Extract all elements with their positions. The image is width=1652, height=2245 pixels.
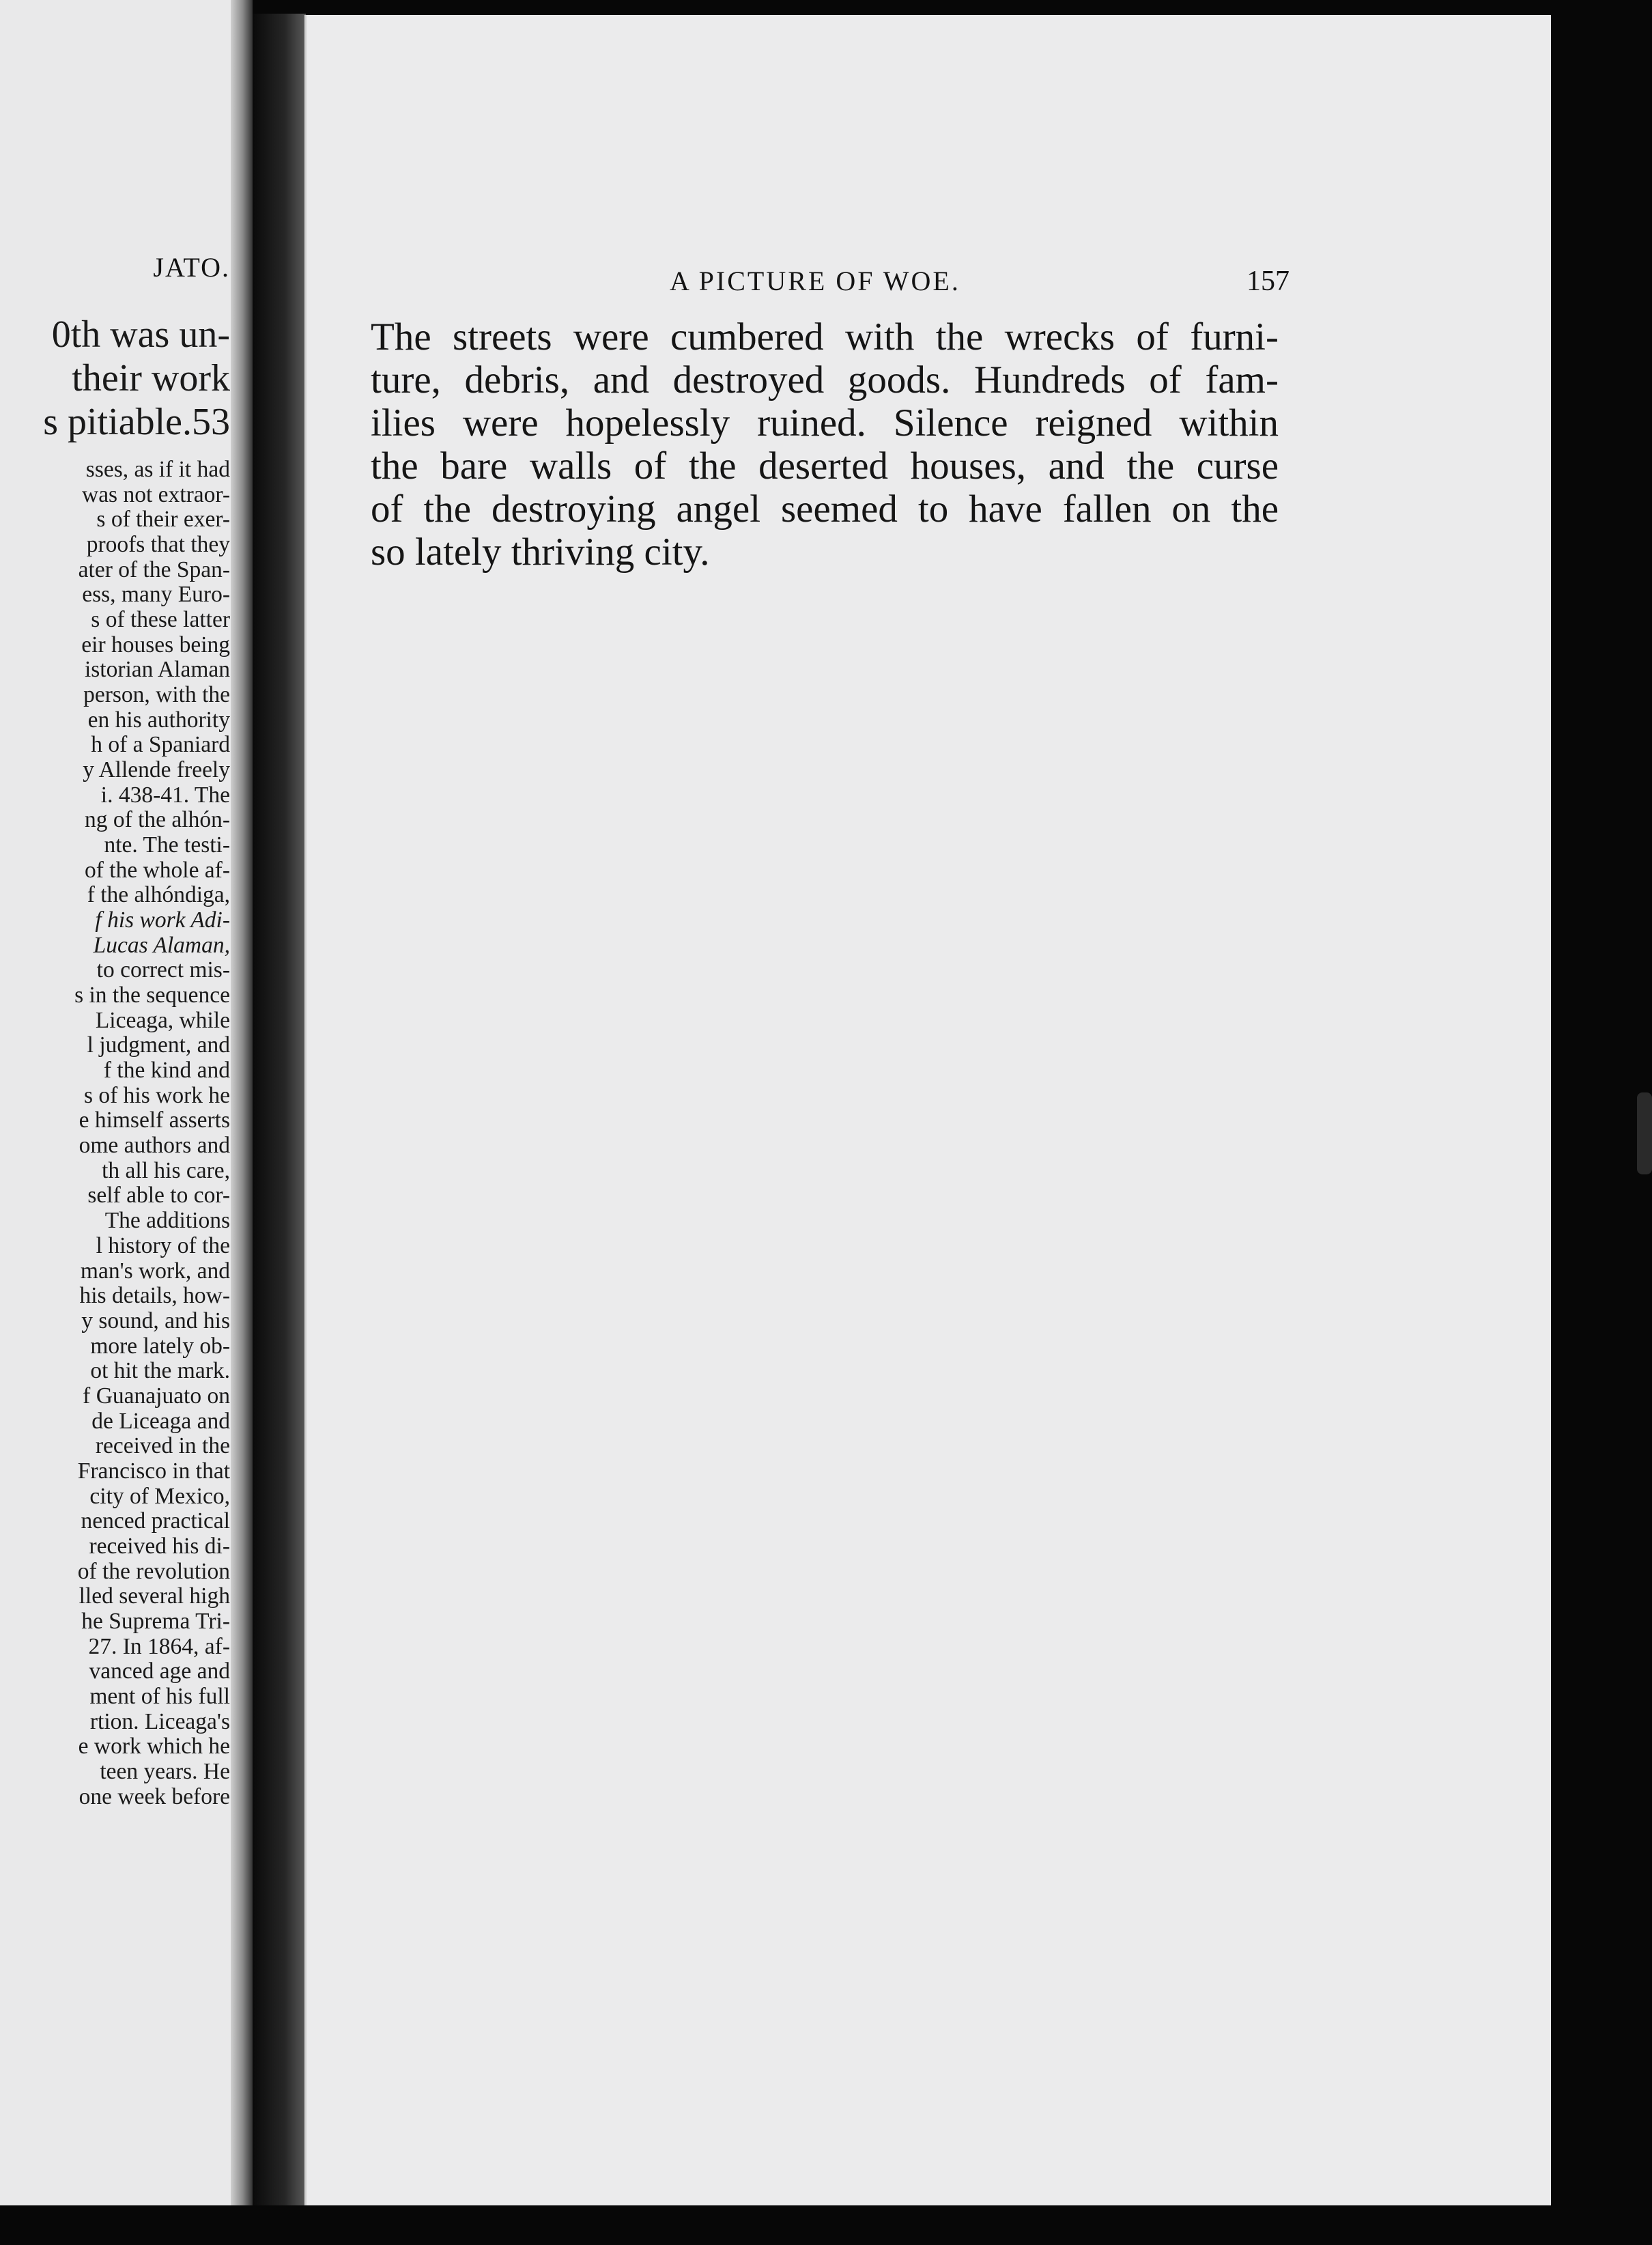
footnote-line: of the revolution <box>77 1558 230 1584</box>
left-page-header: JATO. <box>153 252 230 283</box>
footnote-line: ng of the alhón- <box>84 807 230 833</box>
footnote-line: more lately ob- <box>90 1333 230 1359</box>
footnote-line: eir houses being <box>81 632 230 658</box>
footnote-line: one week before <box>79 1783 230 1809</box>
footnote-line: e work which he <box>78 1734 230 1760</box>
body-paragraph <box>371 315 1279 574</box>
footnote-line: y Allende freely <box>83 757 230 783</box>
footnote-line: Liceaga, while <box>95 1007 230 1033</box>
footnote-line: received his di- <box>89 1533 230 1559</box>
text-line: their work <box>72 357 230 399</box>
footnote-line: of the whole af- <box>84 857 230 883</box>
footnote-line: lled several high <box>79 1583 230 1609</box>
left-page-body <box>43 313 230 444</box>
text-line: 0th was un- <box>51 313 230 356</box>
footnote-line: 27. In 1864, af- <box>88 1633 230 1659</box>
text-line: of the destroying angel seemed to have fallen on the <box>371 488 1279 531</box>
footnote-line: he Suprema Tri- <box>81 1608 230 1634</box>
footnote-line: ot hit the mark. <box>90 1358 230 1384</box>
footnote-line: istorian Alaman <box>84 657 230 683</box>
footnote-line: e himself asserts <box>79 1107 230 1133</box>
footnote-line: self able to cor- <box>87 1183 230 1209</box>
footnote-line: ment of his full <box>89 1683 230 1709</box>
text-line: The streets were cumbered with the wrecks of furni- <box>371 315 1279 358</box>
footnote-line: ess, many Euro- <box>82 582 230 608</box>
footnote-line: teen years. He <box>100 1758 230 1784</box>
footnote-line: l judgment, and <box>87 1032 230 1058</box>
footnote-line: person, with the <box>83 682 230 708</box>
footnote-line: f his work Adi- <box>95 907 230 933</box>
text-line: so lately thriving city. <box>371 531 710 574</box>
text-line: ilies were hopelessly ruined. Silence reigned within <box>371 401 1279 444</box>
footnote-line: f the alhóndiga, <box>87 882 230 908</box>
footnote-line: nte. The testi- <box>104 832 230 858</box>
footnote-line: rtion. Liceaga's <box>89 1708 230 1734</box>
footnote-line: his details, how- <box>79 1283 230 1309</box>
footnote-line: ater of the Span- <box>78 556 230 582</box>
footnote-line: received in the <box>95 1433 230 1459</box>
footnote-line: s of his work he <box>83 1082 230 1108</box>
text-line: s pitiable.53 <box>43 401 230 443</box>
footnote-line: Lucas Alaman, <box>93 932 230 958</box>
text-line: the bare walls of the deserted houses, and the curse <box>371 444 1279 488</box>
footnote-line: vanced age and <box>89 1658 230 1684</box>
footnote-line: s of their exer- <box>96 507 230 533</box>
footnote-line: city of Mexico, <box>89 1483 230 1509</box>
footnote-line: s in the sequence <box>74 983 230 1008</box>
page-edge-mark <box>1637 1092 1652 1174</box>
footnote-line: The additions <box>104 1208 230 1234</box>
left-page-gutter-shadow <box>231 0 253 2205</box>
text-line: ture, debris, and destroyed goods. Hundreds of fam- <box>371 358 1279 401</box>
footnote-line: proofs that they <box>86 532 230 558</box>
footnote-line: ome authors and <box>79 1133 230 1159</box>
footnote-line: l history of the <box>96 1232 230 1258</box>
footnote-line: f Guanajuato on <box>83 1383 230 1409</box>
footnote-line: nenced practical <box>81 1508 230 1534</box>
footnote-line: sses, as if it had <box>85 457 230 482</box>
footnote-line: h of a Spaniard <box>91 732 230 758</box>
footnote-line: th all his care, <box>102 1157 230 1183</box>
left-page-footnote <box>74 457 230 1809</box>
footnote-line: de Liceaga and <box>91 1408 230 1434</box>
footnote-line: was not extraor- <box>82 481 230 507</box>
footnote-line: i. 438-41. The <box>100 782 230 808</box>
footnote-line: f the kind and <box>103 1058 230 1084</box>
footnote-line: Francisco in that <box>77 1458 230 1484</box>
book-spine-shadow <box>253 14 306 2205</box>
right-page <box>304 15 1551 2205</box>
footnote-line: man's work, and <box>80 1258 230 1284</box>
footnote-line: to correct mis- <box>96 957 230 983</box>
footnote-line: en his authority <box>87 707 230 733</box>
footnote-line: y sound, and his <box>81 1308 230 1333</box>
left-facing-page <box>0 0 244 2205</box>
page-number: 157 <box>1247 266 1290 297</box>
running-head: A PICTURE OF WOE. <box>670 266 960 296</box>
footnote-line: s of these latter <box>91 607 230 633</box>
